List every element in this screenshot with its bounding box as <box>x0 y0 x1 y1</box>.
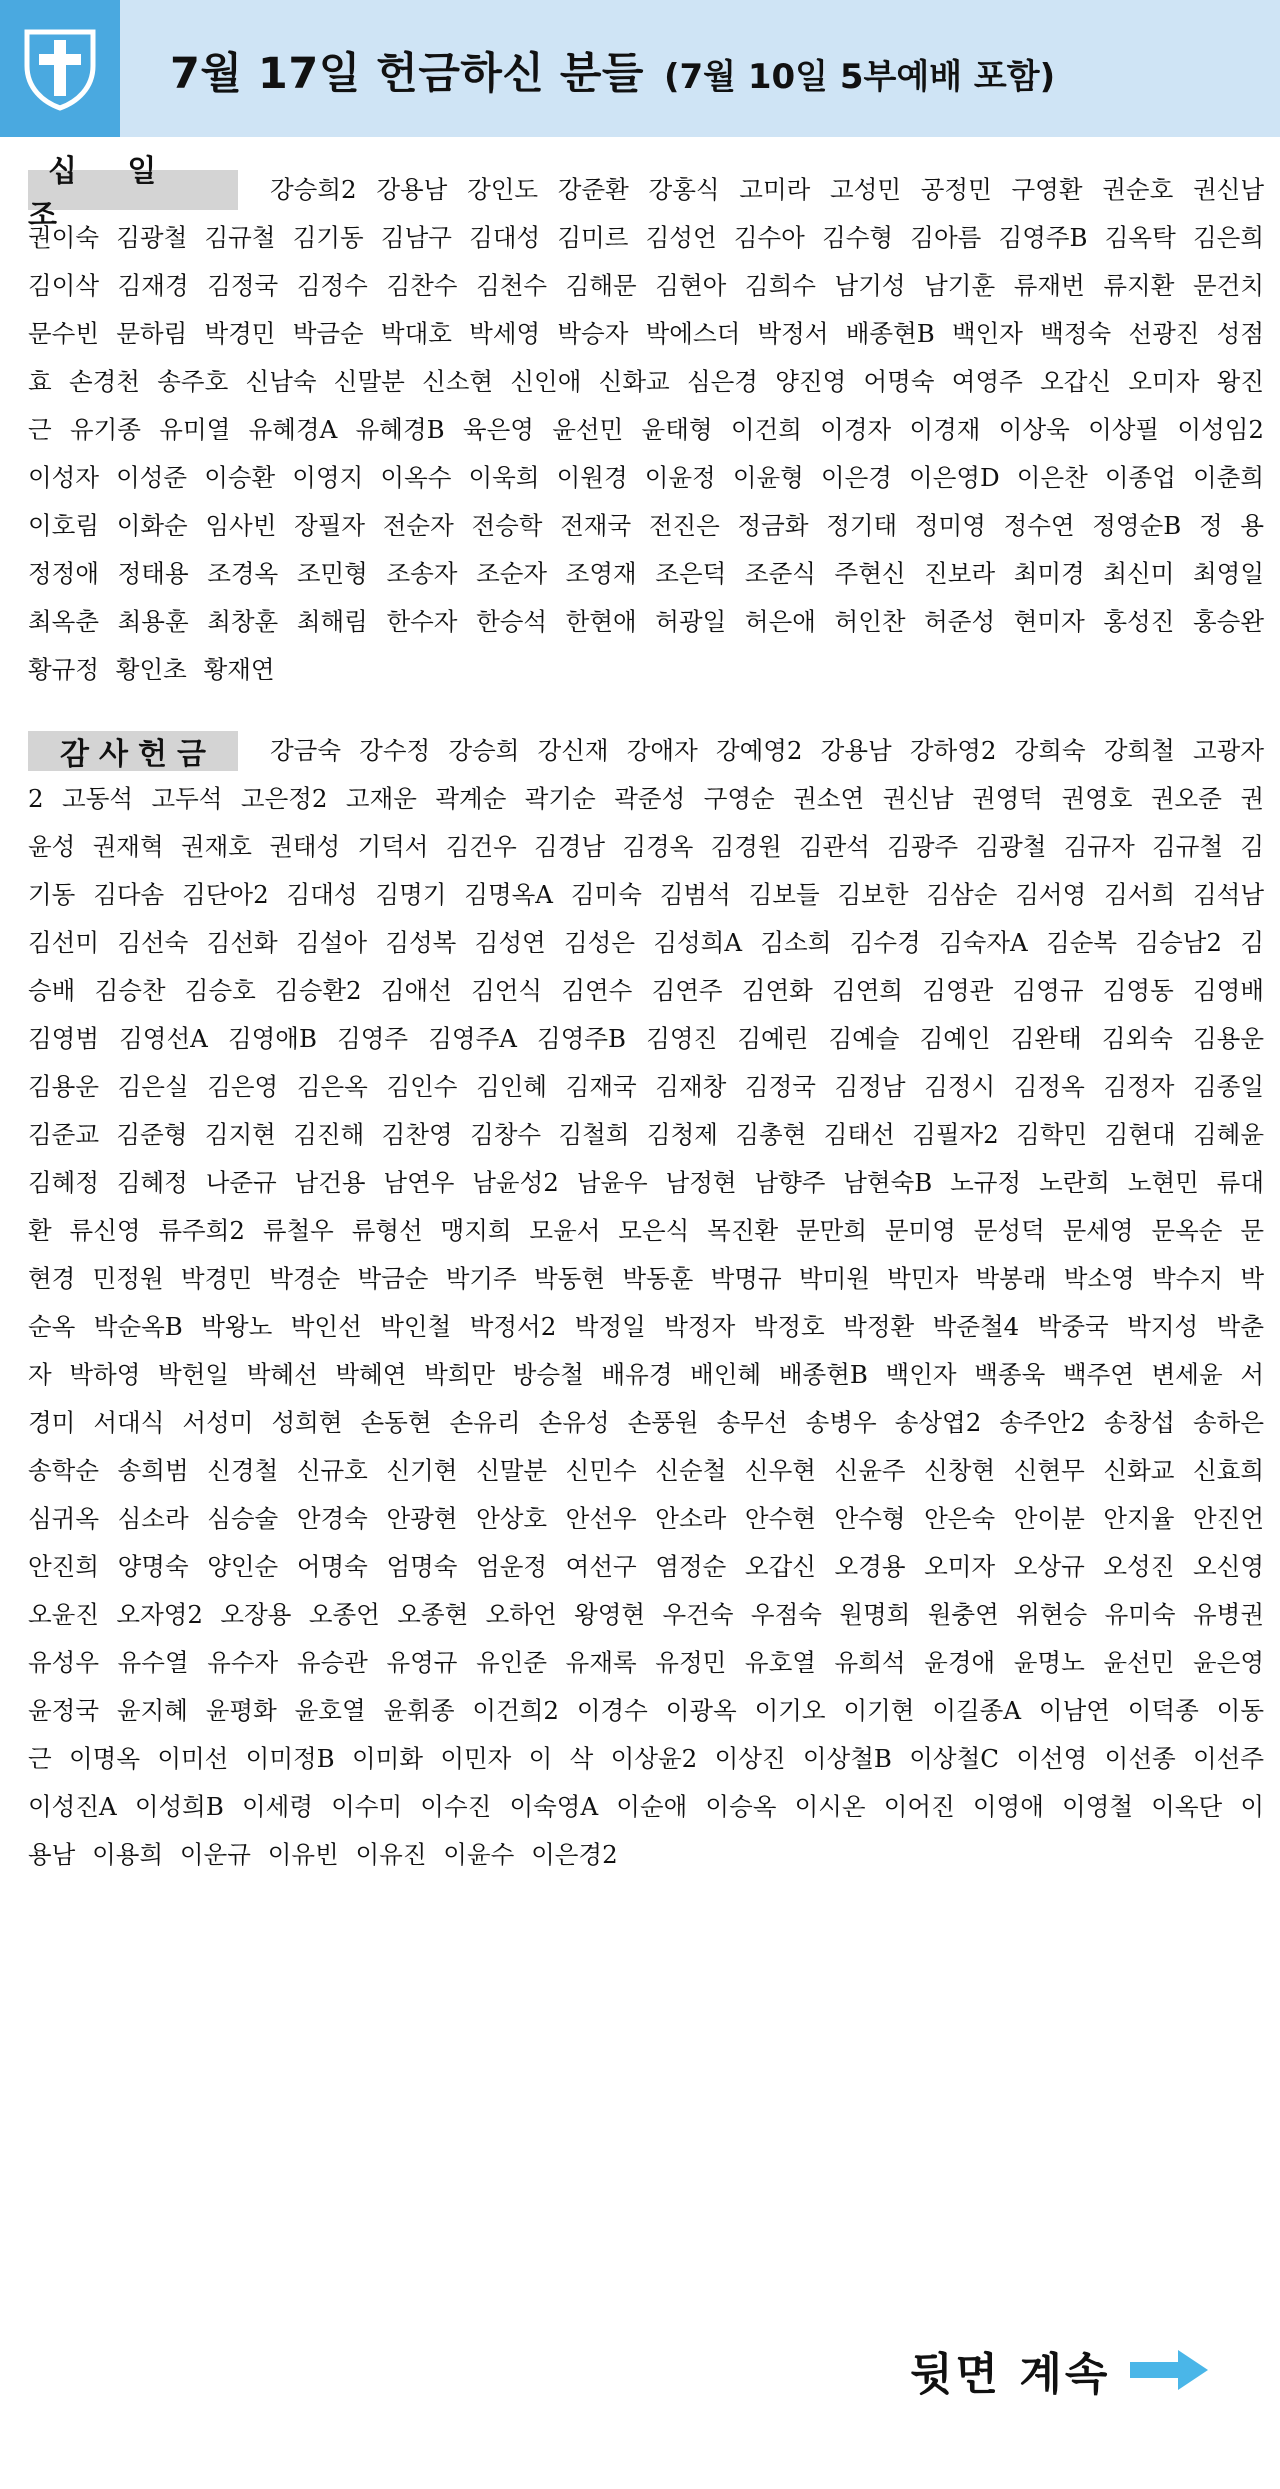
header-band <box>0 0 1280 137</box>
church-cross-shield-icon <box>21 26 99 112</box>
names-list-tithe <box>28 166 1264 694</box>
right-arrow-icon <box>1130 2348 1210 2392</box>
names-text-tithe: 강승희2 강용남 강인도 강준환 강홍식 고미라 고성민 공정민 구영환 권순호 권신남 권이숙 김광철 김규철 김기동 김남구 김대성 김미르 김성언 김수아 김수형 김아름 김영주B 김옥탁 김은희 김이삭 김재경 김정국 김정수 김찬수 김천수 김해문 김현아 김희수 남기성 남기훈 류재번 류지환 문건치 문수빈 문하림 박경민 박금순 박대호 박세영 박승자 박에스더 박정서 배종현B 백인자 백정숙 선광진 성점효 손경천 송주호 신남숙 신말분 신소현 신인애 신화교 심은경 양진영 어명숙 여영주 오갑신 오미자 왕진근 유기종 유미열 유혜경A 유혜경B 육은영 윤선민 윤태형 이건희 이경자 이경재 이상욱 이상필 이성임2 이성자 이성준 이승환 이영지 이옥수 이욱희 이원경 이윤정 이윤형 이은경 이은영D 이은찬 이종업 이춘희 이호림 이화순 임사빈 장필자 전순자 전승학 전재국 전진은 정금화 정기태 정미영 정수연 정영순B 정 용 정정애 정태용 조경옥 조민형 조송자 조순자 조영재 조은덕 조준식 주현신 진보라 최미경 최신미 최영일 최옥춘 최용훈 최창훈 최해림 한수자 한승석 한현애 허광일 허은애 허인찬 허준성 현미자 홍성진 홍승완 황규정 황인초 황재연 <box>28 175 1264 684</box>
section-label-tithe: 십 일 조 <box>28 170 238 210</box>
logo <box>0 0 120 137</box>
continued-text: 뒷면 계속 <box>910 2349 1111 2400</box>
section-tithe <box>28 154 1264 694</box>
section-label-thanksgiving: 감사헌금 <box>28 731 238 771</box>
title-main: 7월 17일 헌금하신 분들 <box>170 49 644 99</box>
names-list-thanksgiving <box>28 727 1264 1879</box>
title-subtitle: (7월 10일 5부예배 포함) <box>663 57 1056 97</box>
section-thanksgiving <box>28 731 1264 1879</box>
names-text-thanksgiving: 강금숙 강수정 강승희 강신재 강애자 강예영2 강용남 강하영2 강희숙 강희철 고광자2 고동석 고두석 고은정2 고재운 곽계순 곽기순 곽준성 구영순 권소연 권신남 권영덕 권영호 권오준 권윤성 권재혁 권재호 권태성 기덕서 김건우 김경남 김경옥 김경원 김관석 김광주 김광철 김규자 김규철 김기동 김다솜 김단아2 김대성 김명기 김명옥A 김미숙 김범석 김보들 김보한 김삼순 김서영 김서희 김석남 김선미 김선숙 김선화 김설아 김성복 김성연 김성은 김성희A 김소희 김수경 김숙자A 김순복 김승남2 김승배 김승찬 김승호 김승환2 김애선 김언식 김연수 김연주 김연화 김연희 김영관 김영규 김영동 김영배 김영범 김영선A 김영애B 김영주 김영주A 김영주B 김영진 김예린 김예슬 김예인 김완태 김외숙 김용운 김용운 김은실 김은영 김은옥 김인수 김인혜 김재국 김재창 김정국 김정남 김정시 김정옥 김정자 김종일 김준교 김준형 김지현 김진해 김찬영 김창수 김철희 김청제 김총현 김태선 김필자2 김학민 김현대 김혜윤 김혜정 김혜정 나준규 남건용 남연우 남윤성2 남윤우 남정현 남향주 남현숙B 노규정 노란희 노현민 류대환 류신영 류주희2 류철우 류형선 맹지희 모윤서 모은식 목진환 문만희 문미영 문성덕 문세영 문옥순 문현경 민정원 박경민 박경순 박금순 박기주 박동현 박동훈 박명규 박미원 박민자 박봉래 박소영 박수지 박순옥 박순옥B 박왕노 박인선 박인철 박정서2 박정일 박정자 박정호 박정환 박준철4 박중국 박지성 박춘자 박하영 박헌일 박혜선 박혜연 박희만 방승철 배유경 배인혜 배종현B 백인자 백종욱 백주연 변세윤 서경미 서대식 서성미 성희현 손동현 손유리 손유성 손풍원 송무선 송병우 송상엽2 송주안2 송창섭 송하은 송학순 송희범 신경철 신규호 신기현 신말분 신민수 신순철 신우현 신윤주 신창현 신현무 신화교 신효희 심귀옥 심소라 심승술 안경숙 안광현 안상호 안선우 안소라 안수현 안수형 안은숙 안이분 안지율 안진언 안진희 양명숙 양인순 어명숙 엄명숙 엄운정 여선구 염정순 오갑신 오경용 오미자 오상규 오성진 오신영 오윤진 오자영2 오장용 오종언 오종현 오하언 왕영현 우건숙 우점숙 원명희 원충연 위현승 유미숙 유병권 유성우 유수열 유수자 유승관 유영규 유인준 유재록 유정민 유호열 유희석 윤경애 윤명노 윤선민 윤은영 윤정국 윤지혜 윤평화 윤호열 윤휘종 이건희2 이경수 이광옥 이기오 이기현 이길종A 이남연 이덕종 이동근 이명옥 이미선 이미정B 이미화 이민자 이 삭 이상윤2 이상진 이상철B 이상철C 이선영 이선종 이선주 이성진A 이성희B 이세령 이수미 이수진 이숙영A 이순애 이승옥 이시온 이어진 이영애 이영철 이옥단 이용남 이용희 이운규 이유빈 이유진 이윤수 이은경2 <box>28 736 1264 1869</box>
page-title <box>170 40 1055 100</box>
continued-notice <box>910 2340 1210 2400</box>
